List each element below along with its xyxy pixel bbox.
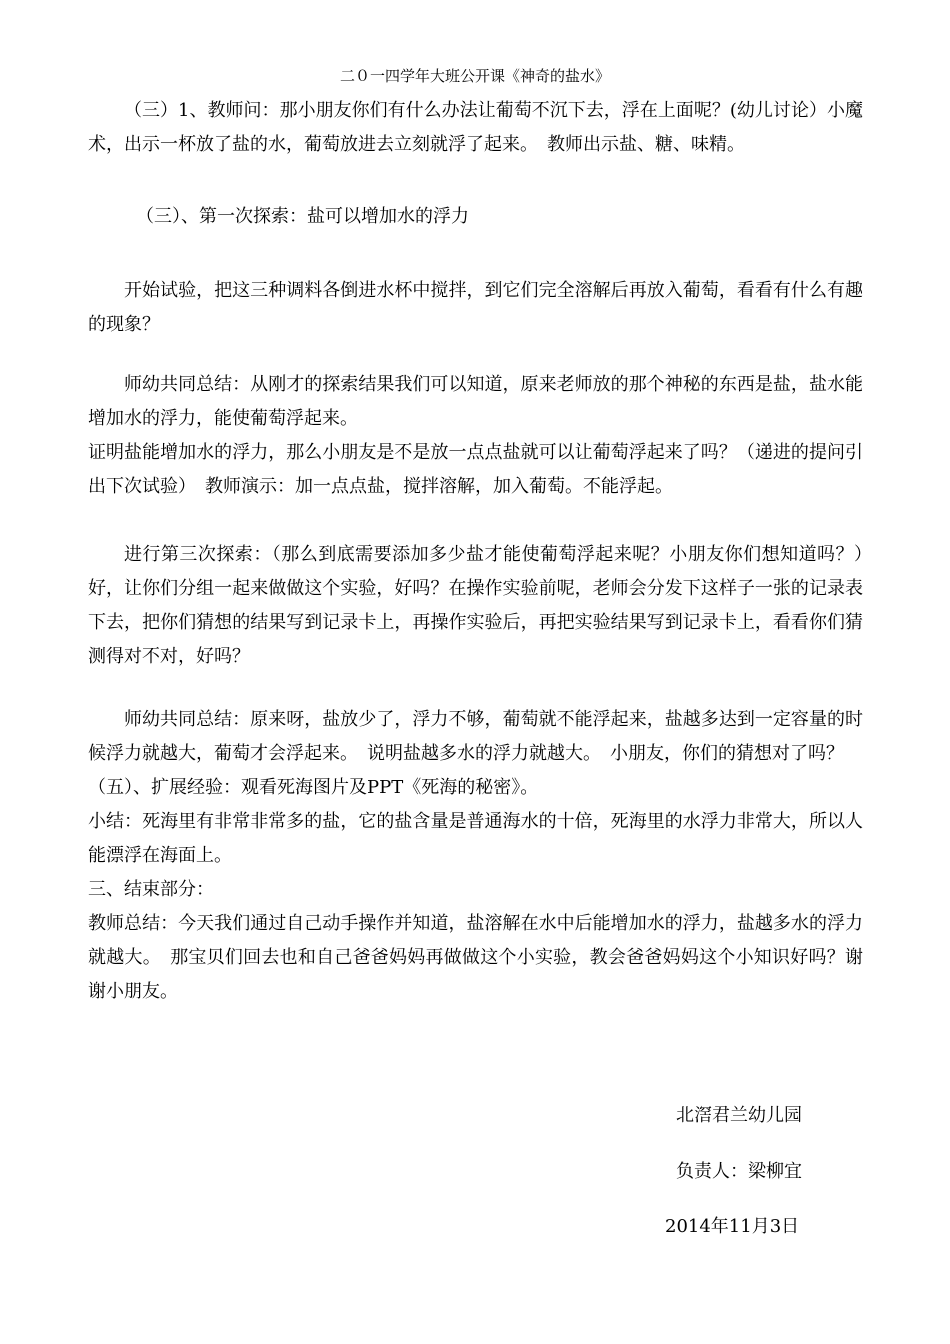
paragraph-text: 小结：死海里有非常非常多的盐，它的盐含量是普通海水的十倍，死海里的水浮力非常大，所以人能漂浮在海面上。	[88, 811, 863, 866]
paragraph-closing-section	[88, 703, 863, 1009]
document-date: 2014年11月3日	[665, 1216, 800, 1237]
paragraph-text: （三）1、教师问：那小朋友你们有什么办法让葡萄不沉下去，浮在上面呢？(幼儿讨论）小魔术，出示一杯放了盐的水，葡萄放进去立刻就浮了起来。 教师出示盐、糖、味精。	[88, 100, 863, 155]
paragraph-text: 开始试验，把这三种调料各倒进水杯中搅拌，到它们完全溶解后再放入葡萄，看看有什么有趣的现象？	[88, 280, 863, 335]
paragraph-teacher-question	[88, 94, 863, 162]
paragraph-third-exploration	[88, 538, 881, 674]
paragraph-text: 三、结束部分：	[88, 879, 214, 900]
section-heading-first-exploration	[88, 200, 863, 234]
school-name: 北滘君兰幼儿园	[676, 1105, 802, 1126]
paragraph-text: 进行第三次探索：（那么到底需要添加多少盐才能使葡萄浮起来呢？小朋友你们想知道吗？） 好，让你们分组一起来做做这个实验，好吗？在操作实验前呢，老师会分发下这样子一张的记录表下去，把你们猜想的结果写到记录卡上，再操作实验后，再把实验结果写到记录卡上，看看你们猜测得对不对，好吗？	[88, 544, 881, 667]
section-heading-text: （三）、第一次探索：盐可以增加水的浮力	[136, 206, 469, 227]
responsible-person: 负责人：梁柳宜	[676, 1161, 802, 1182]
paragraph-text: 教师总结：今天我们通过自己动手操作并知道，盐溶解在水中后能增加水的浮力，盐越多水的浮力就越大。 那宝贝们回去也和自己爸爸妈妈再做做这个小实验，教会爸爸妈妈这个小知识好吗？谢谢小朋友。	[88, 913, 863, 1002]
document-title: 二０一四学年大班公开课《神奇的盐水》	[339, 67, 610, 85]
paragraph-text: （五）、扩展经验：观看死海图片及PPT《死海的秘密》。	[88, 777, 539, 798]
paragraph-summary-one	[88, 368, 863, 504]
paragraph-text: 证明盐能增加水的浮力，那么小朋友是不是放一点点盐就可以让葡萄浮起来了吗？（递进的提问引出下次试验） 教师演示：加一点点盐，搅拌溶解，加入葡萄。不能浮起。	[88, 442, 863, 497]
paragraph-text: 师幼共同总结：从刚才的探索结果我们可以知道，原来老师放的那个神秘的东西是盐，盐水能增加水的浮力，能使葡萄浮起来。	[88, 374, 863, 429]
paragraph-start-experiment	[88, 274, 863, 342]
paragraph-text: 师幼共同总结：原来呀，盐放少了，浮力不够，葡萄就不能浮起来，盐越多达到一定容量的时候浮力就越大，葡萄才会浮起来。 说明盐越多水的浮力就越大。 小朋友，你们的猜想对了吗？	[88, 709, 863, 764]
